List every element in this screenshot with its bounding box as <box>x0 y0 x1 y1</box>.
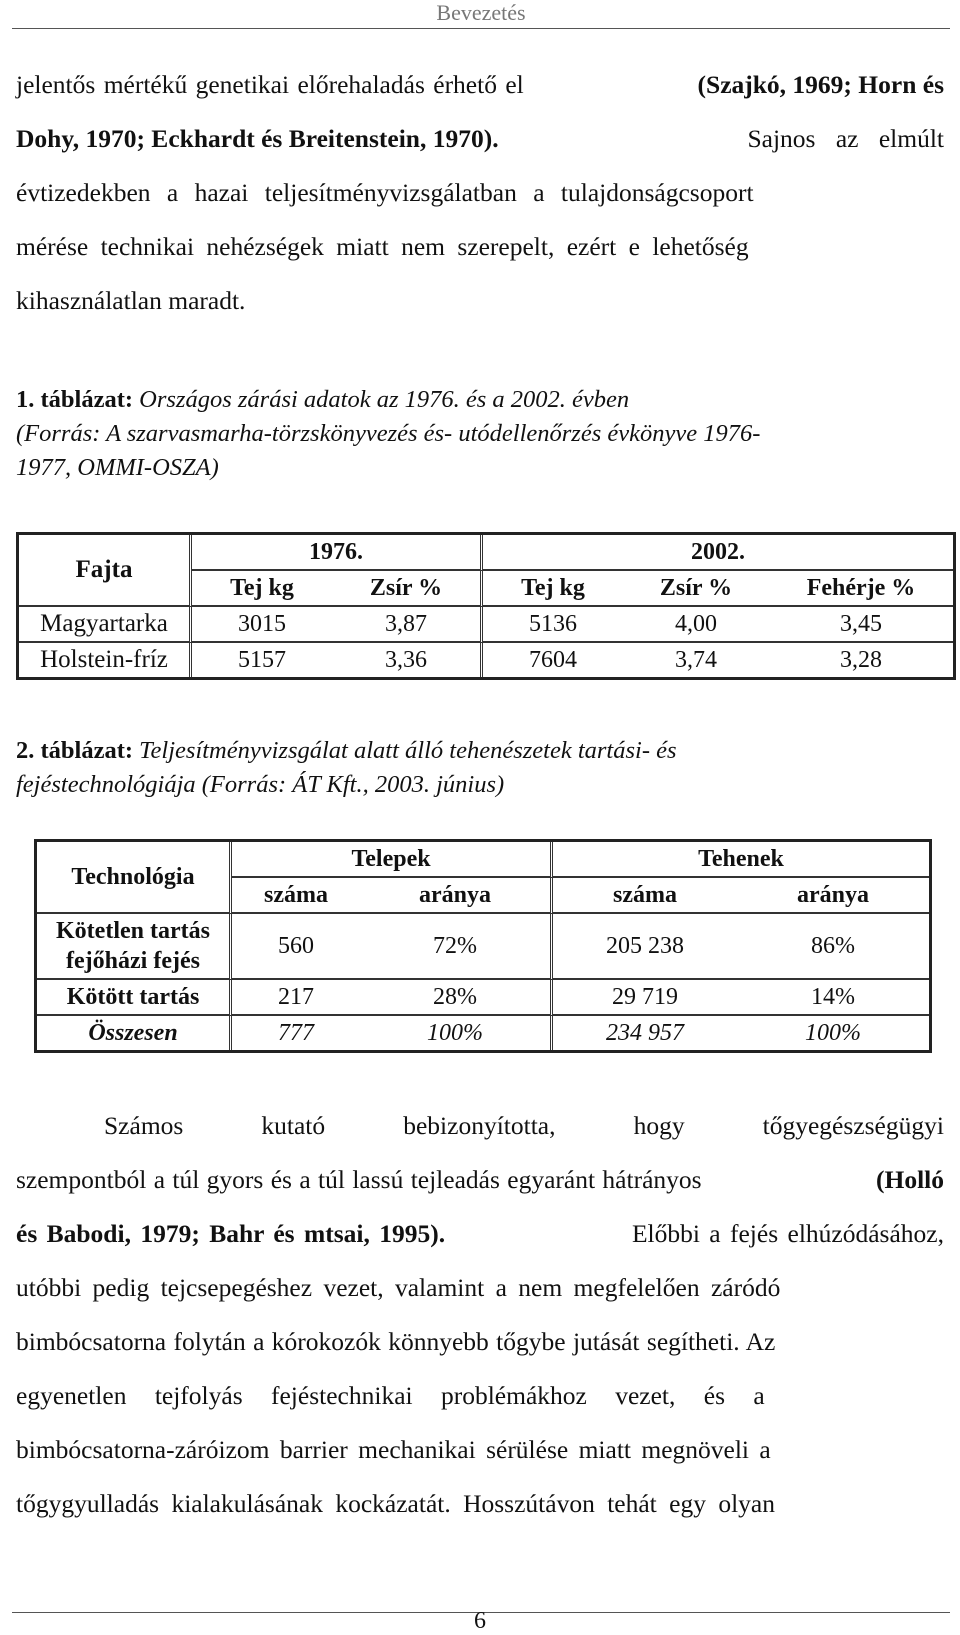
breed-cell: Magyartarka <box>19 607 192 643</box>
subheader-farm-count: száma <box>232 878 360 914</box>
value-cell: 3,87 <box>332 607 483 643</box>
table-row <box>19 607 953 643</box>
value-cell: 5136 <box>483 607 623 643</box>
value-cell: 3,36 <box>332 643 483 677</box>
technology-cell-line-1: Kötetlen tartás <box>56 918 210 944</box>
header-technology: Technológia <box>37 842 232 914</box>
body-paragraph <box>16 1099 944 1531</box>
table1-caption <box>16 383 936 485</box>
para1-line-3: évtizedekben a hazai teljesítményvizsgálatban a tulajdonságcsoport <box>16 178 754 207</box>
table2-caption-title-1: Teljesítményvizsgálat alatt álló tehenészetek tartási- és <box>133 737 677 764</box>
value-cell: 3,45 <box>769 607 953 643</box>
value-cell: 5157 <box>238 646 286 673</box>
subheader-fat-1976: Zsír % <box>332 571 483 607</box>
para2-line-6: egyenetlen tejfolyás fejéstechnikai problémákhoz vezet, és a <box>16 1381 765 1410</box>
page-number: 6 <box>474 1608 486 1634</box>
value-cell: 3,74 <box>675 646 717 673</box>
para2-line-4: utóbbi pedig tejcsepegéshez vezet, valamint a nem megfelelően záródó <box>16 1273 781 1302</box>
para2-citation-1: (Holló <box>876 1165 944 1194</box>
para2-line-5: bimbócsatorna folytán a kórokozók könnyebb tőgybe jutását segítheti. Az <box>16 1327 776 1356</box>
para1-citation-2: Dohy, 1970; Eckhardt és Breitenstein, 1970). <box>16 124 499 153</box>
table-row <box>37 980 929 1016</box>
header-farms: Telepek <box>232 842 553 878</box>
table-row <box>37 914 929 980</box>
subheader-fat-2002: Zsír % <box>623 571 769 607</box>
para2-citation-2: és Babodi, 1979; Bahr és mtsai, 1995). <box>16 1219 446 1248</box>
para2-line-2-text: szempontból a túl gyors és a túl lassú tejleadás egyaránt hátrányos <box>16 1165 702 1194</box>
header-year-1976: 1976. <box>192 535 483 571</box>
intro-paragraph <box>16 58 944 328</box>
subheader-cow-share: aránya <box>737 878 929 914</box>
para1-line-4: mérése technikai nehézségek miatt nem szerepelt, ezért e lehetőség <box>16 232 749 261</box>
para1-line-1 <box>16 58 944 112</box>
table2-caption <box>16 734 936 802</box>
subheader-milk-2002: Tej kg <box>483 571 623 607</box>
value-cell: 234 957 <box>606 1019 684 1046</box>
value-cell: 72% <box>360 914 553 980</box>
para2-line-8: tőgygyulladás kialakulásának kockázatát. Hosszútávon tehát egy olyan <box>16 1489 775 1518</box>
subheader-protein-2002: Fehérje % <box>769 571 953 607</box>
para2-line-3-text: Előbbi a fejés elhúzódásához, <box>631 1219 944 1248</box>
technology-cell: Kötött tartás <box>37 980 232 1016</box>
value-cell: 86% <box>737 914 929 980</box>
subheader-cow-count: száma <box>553 878 737 914</box>
header-title: Bevezetés <box>436 0 526 25</box>
header-breed: Fajta <box>19 535 192 607</box>
header-year-2002: 2002. <box>483 535 953 571</box>
table1-caption-label: 1. táblázat: <box>16 386 134 413</box>
table-row <box>37 1016 929 1050</box>
technology-cell-line-2: fejőházi fejés <box>66 948 200 974</box>
value-cell: 560 <box>232 914 360 980</box>
para1-citation-1: (Szajkó, 1969; Horn és <box>697 70 944 99</box>
table2-caption-label: 2. táblázat: <box>16 737 134 764</box>
para2-line-1-text: Számos kutató bebizonyította, hogy tőgyegészségügyi <box>104 1111 944 1140</box>
technology-cell <box>37 914 232 980</box>
technology-table <box>34 839 932 1053</box>
value-cell: 4,00 <box>623 607 769 643</box>
value-cell: 217 <box>232 980 360 1016</box>
para1-line-2 <box>16 112 944 166</box>
para1-line-5: kihasználatlan maradt. <box>16 286 246 315</box>
total-cell: Összesen <box>37 1016 232 1050</box>
para1-line-2-text: Sajnos az elmúlt <box>747 124 944 153</box>
table1-caption-source-1: (Forrás: A szarvasmarha-törzskönyvezés és- utódellenőrzés évkönyve 1976- <box>16 420 761 447</box>
value-cell: 3015 <box>192 607 332 643</box>
value-cell: 29 719 <box>553 980 737 1016</box>
table2-caption-title-2: fejéstechnológiája (Forrás: ÁT Kft., 2003. június) <box>16 771 505 798</box>
value-cell: 100% <box>360 1016 553 1050</box>
value-cell: 100% <box>805 1019 861 1046</box>
value-cell: 14% <box>737 980 929 1016</box>
subheader-milk-1976: Tej kg <box>192 571 332 607</box>
value-cell: 7604 <box>529 646 577 673</box>
table1-caption-title: Országos zárási adatok az 1976. és a 2002. évben <box>133 386 630 413</box>
table1-caption-source-2: 1977, OMMI-OSZA) <box>16 454 219 481</box>
header-cows: Tehenek <box>553 842 929 878</box>
para2-line-2 <box>16 1153 944 1207</box>
para2-line-1 <box>16 1099 944 1153</box>
value-cell: 777 <box>278 1019 314 1046</box>
subheader-farm-share: aránya <box>360 878 553 914</box>
value-cell: 205 238 <box>553 914 737 980</box>
para2-line-7: bimbócsatorna-záróizom barrier mechanikai sérülése miatt megnöveli a <box>16 1435 771 1464</box>
para1-line-1-text: jelentős mértékű genetikai előrehaladás érhető el <box>16 70 524 99</box>
para2-line-3 <box>16 1207 944 1261</box>
table-row <box>19 643 953 677</box>
running-header <box>12 0 950 29</box>
milk-yield-table <box>16 532 956 680</box>
value-cell: 3,28 <box>840 646 882 673</box>
breed-cell: Holstein-fríz <box>19 643 192 677</box>
value-cell: 28% <box>360 980 553 1016</box>
